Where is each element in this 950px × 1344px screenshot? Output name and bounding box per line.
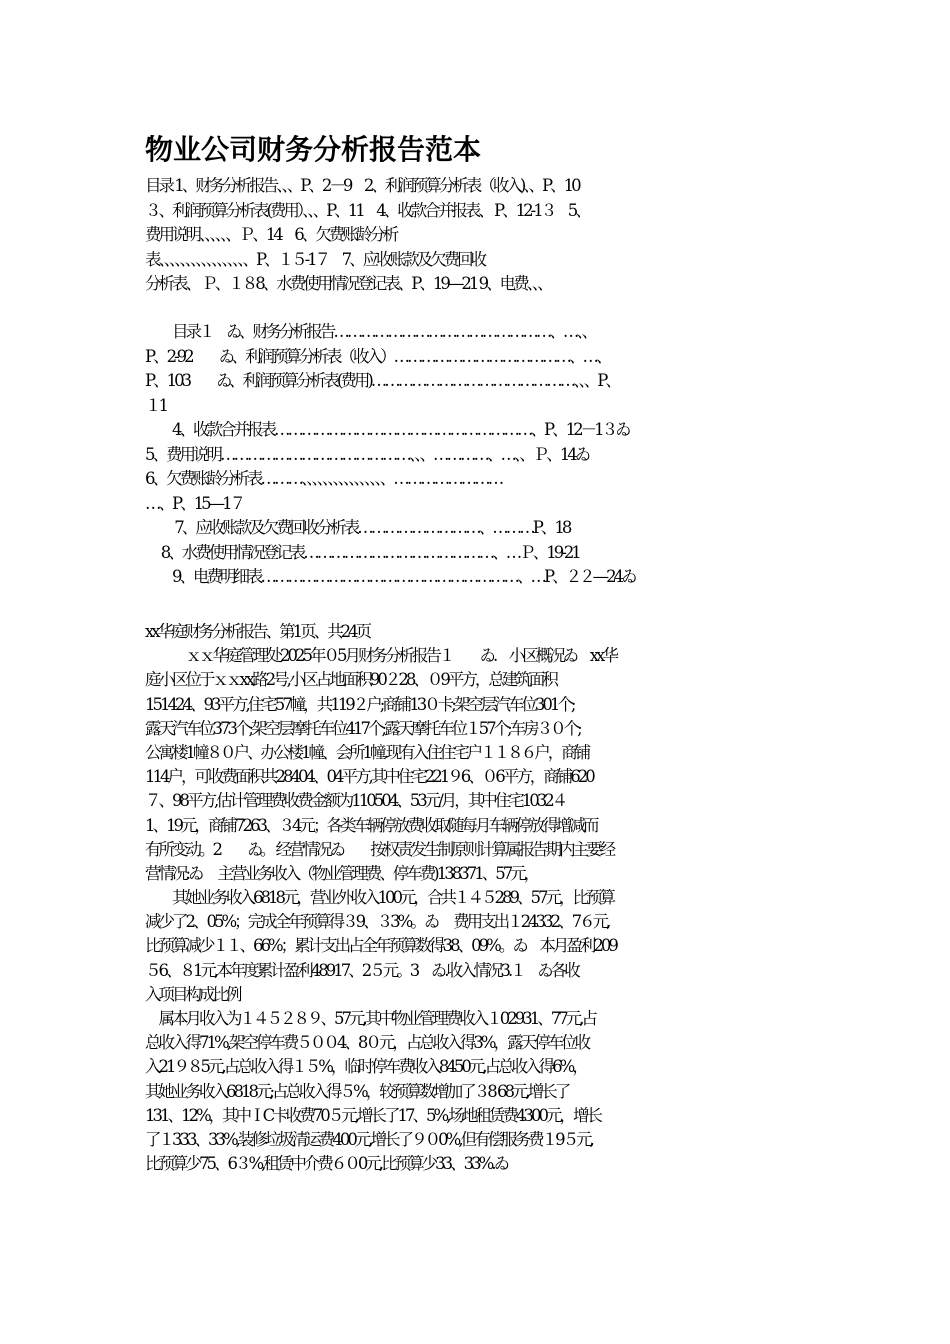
- intro-line: 分析表、 Ｐ、１８8、水费使用情况登记表、P、19—21 9、电费、、、: [145, 274, 551, 293]
- intro-line: ３、利润预算分析表(费用）、、、P、11 4、收款合并报表、 P、12-1３ 5、: [145, 200, 589, 220]
- toc-line: …、P、15—1７: [145, 493, 244, 513]
- toc-line: １1: [145, 395, 166, 415]
- body-line: xx华庭财务分析报告、第1页、共24页: [145, 622, 370, 641]
- toc-line: 8、水费使用情况登记表……………………………………、…Ｐ、19-21: [145, 542, 579, 562]
- document-title: 物业公司财务分析报告范本: [145, 133, 482, 166]
- toc-line: 目录１ ゐ、财务分析报告…………………………………………、…、、: [145, 322, 596, 341]
- table-of-contents: [145, 320, 815, 590]
- body-line: 151424、93平方,住宅57幢，共119２户;商铺13０卡;架空层汽车位301个;: [145, 694, 574, 714]
- body-line: 比预算少75、6３%,租赁中介费６０0元,比预算少33、33%.ゐ: [145, 1154, 508, 1174]
- toc-line: 9、电费明细表…………………………………………………、…P、２２—24ゐ: [145, 567, 635, 586]
- intro-contents: [145, 174, 815, 297]
- toc-line: P、103 ゐ、利润预算分析表(费用)………………………………………、、、P、: [145, 371, 619, 390]
- body-line: 131、12%，其中ＩC卡收费70５元,增长了17、5%,场地租赁费4300元，增长: [145, 1105, 600, 1125]
- body-line: 其她业务收入6818元;占总收入得５%，较预算数增加了３8 68元,增长了: [145, 1081, 569, 1101]
- body-line: 1、19元，商铺7263、３4元；各类车辆停放费收取随每月车辆停放得增减而: [145, 815, 597, 835]
- body-line: 总收入得71%,架空停车费５００4、8０元，占总收入得3%，露天停车位收: [145, 1033, 589, 1053]
- intro-line: 目录 1、财务分析报告、、、P、2－9 2、利润预算分析表（收入)、、P、10: [145, 176, 579, 195]
- body-line: 其她业务收入6818元，营业外收入100元，合共１４５289、57元，比预算: [145, 888, 613, 908]
- body-line: 114户，可收费面积共28404、04平方,其中住宅221９6、０6平方，商铺620: [145, 767, 593, 787]
- toc-line: P、2-92 ゐ、利润预算分析表（收入）…………………………………、…、: [145, 346, 610, 366]
- body-line: 了１333、33%,装修垃圾清运费400元,增长了９０0%,但有偿服务费１9５元,: [145, 1129, 592, 1149]
- toc-line: 6、欠费账龄分析表………、、、、、、、、、、、、、、、、……………………: [145, 469, 502, 488]
- intro-line: 表、、、、、、、、、、、、、、、、、P、１５-1７ 7、应收账款及欠费回收: [145, 249, 485, 269]
- body-line: 入项目构成比例: [145, 984, 240, 1004]
- body-line: 有所变动。2 ゐ。 经营情况ゐ 按权责发生制原则计算属报告期内主要经: [145, 839, 614, 859]
- report-body: [145, 620, 815, 1176]
- body-line: 营情况:ゐ 主营业务收入（物业管理费、停车费)138371、57元，: [145, 863, 538, 883]
- body-line: 入21９８5元,占总收入得１５%，临时停车费收入8450元,占总收入得6%，: [145, 1057, 586, 1077]
- body-line: 减少了2、05%；完成全年预算得３9、３3%。ゐ 费用支出１24332、7６元,: [145, 912, 609, 932]
- toc-line: 4、收款合并报表…………………………………………………、P、12－1３ゐ: [145, 420, 629, 439]
- body-line: 公寓楼1幢８０户、办公楼1幢、会所1幢.现有入住住宅户１１８６户，商铺: [145, 742, 589, 762]
- body-line: ｘｘ华庭管理处2025年０5月财务分析报告１ ゐ. 小区概况ゐ xx华: [145, 646, 616, 666]
- body-line: ５6、８1元,本年度累计盈利48917、2５元。3 ゐ.收入情况3.１ ゐ各收: [145, 960, 578, 980]
- body-line: 比预算减少１１、66%；累计支出占全年预算数得38、09%。ゐ 本月盈利209: [145, 936, 616, 956]
- body-line: 露天汽车位373个;架空层摩托车位417个;露天摩托车位１57个;车房３０个;: [145, 718, 580, 738]
- toc-line: 5、费用说明……………………………………、、、…………、…、、Ｐ、14ゐ: [145, 444, 589, 464]
- body-line: 庭小区位于ｘｘxx路2号,小区占地面积90２28、０9平方，总建筑面积: [145, 670, 556, 690]
- toc-line: 7、应收账款及欠费回收分析表………………………、………P、18: [145, 518, 570, 537]
- intro-line: 费用说明、、、、、、Ｐ、14 6、欠费账龄分析: [145, 225, 397, 244]
- body-line: 属本月收入为１４５２８９、57元,其中物业管理费收入１02931、77元,占: [145, 1009, 595, 1028]
- body-line: ７、98平方,估计管理费收费金额为110504、53元/月，其中住宅1032４: [145, 791, 566, 811]
